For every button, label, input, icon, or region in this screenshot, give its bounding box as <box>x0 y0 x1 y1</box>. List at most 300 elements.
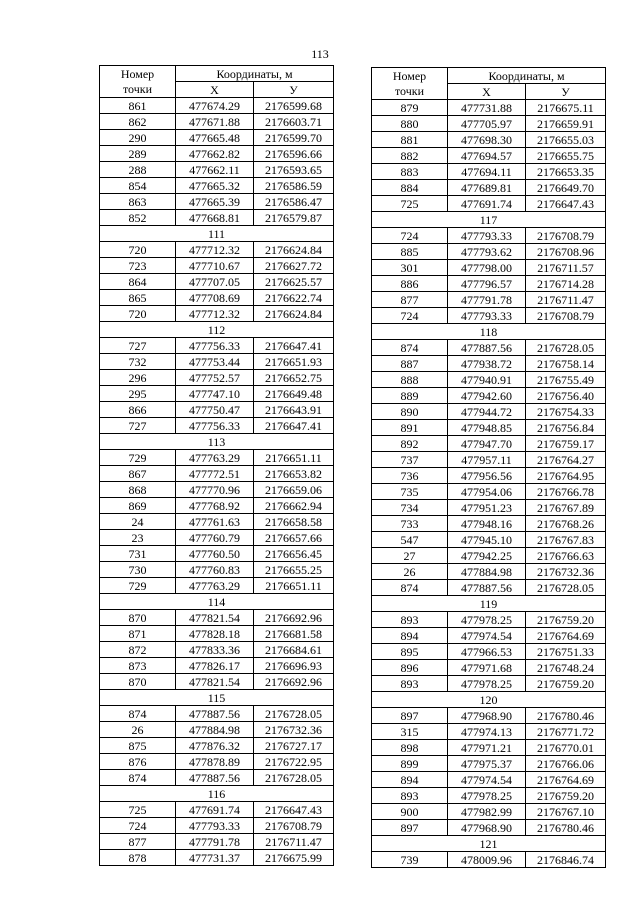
table-row <box>372 612 606 628</box>
x-coordinate: 477761.63 <box>176 514 254 530</box>
table-row <box>100 802 334 818</box>
point-number: 877 <box>372 292 448 308</box>
point-number: 863 <box>100 194 176 210</box>
x-coordinate: 477665.32 <box>176 178 254 194</box>
x-coordinate: 477957.11 <box>448 452 526 468</box>
point-number: 895 <box>372 644 448 660</box>
point-number: 26 <box>372 564 448 580</box>
y-coordinate: 2176655.25 <box>254 562 334 578</box>
point-number: 296 <box>100 370 176 386</box>
table-row <box>372 532 606 548</box>
table-row <box>372 180 606 196</box>
section-number: 121 <box>372 836 606 852</box>
point-number: 734 <box>372 500 448 516</box>
section-number: 120 <box>372 692 606 708</box>
y-coordinate: 2176722.95 <box>254 754 334 770</box>
y-coordinate: 2176675.99 <box>254 850 334 866</box>
page-number: 113 <box>311 47 329 61</box>
table-row <box>372 372 606 388</box>
point-number: 879 <box>372 100 448 116</box>
y-coordinate: 2176599.68 <box>254 98 334 114</box>
x-coordinate: 477978.25 <box>448 788 526 804</box>
point-number: 880 <box>372 116 448 132</box>
point-number: 900 <box>372 804 448 820</box>
point-number: 875 <box>100 738 176 754</box>
y-coordinate: 2176766.06 <box>526 756 606 772</box>
table-row <box>100 754 334 770</box>
table-row <box>100 258 334 274</box>
table-row <box>372 292 606 308</box>
y-coordinate: 2176846.74 <box>526 852 606 868</box>
y-coordinate: 2176647.43 <box>254 802 334 818</box>
point-number: 870 <box>100 610 176 626</box>
y-coordinate: 2176751.33 <box>526 644 606 660</box>
table-row <box>100 354 334 370</box>
table-row <box>372 356 606 372</box>
point-number: 893 <box>372 676 448 692</box>
x-coordinate: 477662.11 <box>176 162 254 178</box>
point-number: 720 <box>100 306 176 322</box>
section-number: 117 <box>372 212 606 228</box>
y-coordinate: 2176764.95 <box>526 468 606 484</box>
x-coordinate: 477674.29 <box>176 98 254 114</box>
x-coordinate: 477884.98 <box>448 564 526 580</box>
point-number: 729 <box>100 578 176 594</box>
table-row <box>100 370 334 386</box>
table-row <box>100 658 334 674</box>
y-coordinate: 2176708.79 <box>526 228 606 244</box>
x-coordinate: 477793.33 <box>176 818 254 834</box>
y-coordinate: 2176711.47 <box>254 834 334 850</box>
point-number: 301 <box>372 260 448 276</box>
y-coordinate: 2176651.11 <box>254 450 334 466</box>
point-number: 866 <box>100 402 176 418</box>
table-row <box>100 706 334 722</box>
table-row <box>372 852 606 868</box>
table-row <box>372 564 606 580</box>
y-coordinate: 2176727.17 <box>254 738 334 754</box>
point-number: 868 <box>100 482 176 498</box>
y-coordinate: 2176755.49 <box>526 372 606 388</box>
table-row <box>372 452 606 468</box>
point-number: 878 <box>100 850 176 866</box>
table-row <box>100 386 334 402</box>
x-header: X <box>448 84 526 100</box>
point-number: 732 <box>100 354 176 370</box>
point-number: 864 <box>100 274 176 290</box>
x-coordinate: 477887.56 <box>176 770 254 786</box>
point-number: 884 <box>372 180 448 196</box>
x-coordinate: 477956.56 <box>448 468 526 484</box>
point-number: 723 <box>100 258 176 274</box>
point-number: 874 <box>372 340 448 356</box>
section-number: 116 <box>100 786 334 802</box>
table-row <box>372 580 606 596</box>
table-row <box>100 402 334 418</box>
y-coordinate: 2176759.17 <box>526 436 606 452</box>
x-coordinate: 477747.10 <box>176 386 254 402</box>
x-coordinate: 477712.32 <box>176 306 254 322</box>
x-coordinate: 477942.25 <box>448 548 526 564</box>
point-number: 885 <box>372 244 448 260</box>
point-number: 896 <box>372 660 448 676</box>
point-number: 724 <box>372 228 448 244</box>
x-coordinate: 477968.90 <box>448 820 526 836</box>
x-coordinate: 477796.57 <box>448 276 526 292</box>
y-coordinate: 2176624.84 <box>254 242 334 258</box>
y-coordinate: 2176649.70 <box>526 180 606 196</box>
x-coordinate: 477878.89 <box>176 754 254 770</box>
y-coordinate: 2176643.91 <box>254 402 334 418</box>
x-coordinate: 477665.39 <box>176 194 254 210</box>
table-row <box>100 674 334 690</box>
x-coordinate: 477691.74 <box>176 802 254 818</box>
x-coordinate: 477940.91 <box>448 372 526 388</box>
point-number: 727 <box>100 338 176 354</box>
x-coordinate: 477974.54 <box>448 772 526 788</box>
point-number: 873 <box>100 658 176 674</box>
y-coordinate: 2176714.28 <box>526 276 606 292</box>
table-row <box>100 450 334 466</box>
y-coordinate: 2176767.10 <box>526 804 606 820</box>
point-number: 731 <box>100 546 176 562</box>
y-coordinate: 2176692.96 <box>254 674 334 690</box>
table-row <box>372 132 606 148</box>
table-row <box>100 194 334 210</box>
table-row <box>372 468 606 484</box>
x-coordinate: 477770.96 <box>176 482 254 498</box>
y-coordinate: 2176675.11 <box>526 100 606 116</box>
point-number: 889 <box>372 388 448 404</box>
table-row <box>100 146 334 162</box>
y-coordinate: 2176771.72 <box>526 724 606 740</box>
y-coordinate: 2176728.05 <box>254 770 334 786</box>
point-number: 870 <box>100 674 176 690</box>
table-row <box>372 148 606 164</box>
x-coordinate: 477668.81 <box>176 210 254 226</box>
section-row <box>372 324 606 340</box>
point-number: 897 <box>372 708 448 724</box>
x-coordinate: 477760.83 <box>176 562 254 578</box>
table-row <box>100 498 334 514</box>
point-number: 881 <box>372 132 448 148</box>
y-coordinate: 2176658.58 <box>254 514 334 530</box>
table-row <box>100 738 334 754</box>
section-row <box>100 434 334 450</box>
table-row <box>372 244 606 260</box>
y-coordinate: 2176653.82 <box>254 466 334 482</box>
point-number: 872 <box>100 642 176 658</box>
point-number: 874 <box>100 770 176 786</box>
y-coordinate: 2176684.61 <box>254 642 334 658</box>
point-number: 852 <box>100 210 176 226</box>
x-coordinate: 477826.17 <box>176 658 254 674</box>
table-row <box>100 306 334 322</box>
x-coordinate: 477662.82 <box>176 146 254 162</box>
table-row <box>100 818 334 834</box>
table-row <box>372 164 606 180</box>
x-coordinate: 477951.23 <box>448 500 526 516</box>
table-row <box>100 114 334 130</box>
x-coordinate: 477772.51 <box>176 466 254 482</box>
section-row <box>372 692 606 708</box>
y-coordinate: 2176756.40 <box>526 388 606 404</box>
section-row <box>100 786 334 802</box>
y-coordinate: 2176711.47 <box>526 292 606 308</box>
point-number: 894 <box>372 628 448 644</box>
y-coordinate: 2176655.75 <box>526 148 606 164</box>
point-number: 729 <box>100 450 176 466</box>
x-coordinate: 477884.98 <box>176 722 254 738</box>
point-number: 882 <box>372 148 448 164</box>
y-coordinate: 2176659.91 <box>526 116 606 132</box>
y-coordinate: 2176770.01 <box>526 740 606 756</box>
table-row <box>372 724 606 740</box>
table-row <box>100 850 334 866</box>
point-number: 877 <box>100 834 176 850</box>
table-row <box>372 548 606 564</box>
y-coordinate: 2176780.46 <box>526 820 606 836</box>
table-row <box>100 770 334 786</box>
y-coordinate: 2176653.35 <box>526 164 606 180</box>
x-coordinate: 477750.47 <box>176 402 254 418</box>
x-coordinate: 478009.96 <box>448 852 526 868</box>
table-row <box>372 404 606 420</box>
x-coordinate: 477876.32 <box>176 738 254 754</box>
x-coordinate: 477705.97 <box>448 116 526 132</box>
y-coordinate: 2176708.79 <box>254 818 334 834</box>
y-coordinate: 2176647.41 <box>254 418 334 434</box>
table-row <box>372 196 606 212</box>
section-number: 113 <box>100 434 334 450</box>
y-coordinate: 2176692.96 <box>254 610 334 626</box>
table-row <box>372 436 606 452</box>
point-number: 874 <box>100 706 176 722</box>
y-coordinate: 2176656.45 <box>254 546 334 562</box>
table-row <box>100 162 334 178</box>
y-coordinate: 2176748.24 <box>526 660 606 676</box>
x-coordinate: 477665.48 <box>176 130 254 146</box>
point-number: 865 <box>100 290 176 306</box>
y-coordinate: 2176764.69 <box>526 628 606 644</box>
point-number: 899 <box>372 756 448 772</box>
y-coordinate: 2176622.74 <box>254 290 334 306</box>
y-coordinate: 2176728.05 <box>254 706 334 722</box>
section-row <box>100 594 334 610</box>
point-number: 737 <box>372 452 448 468</box>
table-row <box>100 722 334 738</box>
point-number: 897 <box>372 820 448 836</box>
section-row <box>372 596 606 612</box>
y-coordinate: 2176586.59 <box>254 178 334 194</box>
point-number: 892 <box>372 436 448 452</box>
point-number: 23 <box>100 530 176 546</box>
section-number: 112 <box>100 322 334 338</box>
y-coordinate: 2176596.66 <box>254 146 334 162</box>
table-row <box>100 210 334 226</box>
table-row <box>100 610 334 626</box>
point-number: 869 <box>100 498 176 514</box>
x-coordinate: 477968.90 <box>448 708 526 724</box>
x-coordinate: 477753.44 <box>176 354 254 370</box>
y-coordinate: 2176681.58 <box>254 626 334 642</box>
point-number: 288 <box>100 162 176 178</box>
y-coordinate: 2176764.69 <box>526 772 606 788</box>
x-coordinate: 477689.81 <box>448 180 526 196</box>
table-row <box>100 562 334 578</box>
x-coordinate: 477974.54 <box>448 628 526 644</box>
point-number: 890 <box>372 404 448 420</box>
y-coordinate: 2176579.87 <box>254 210 334 226</box>
y-coordinate: 2176651.11 <box>254 578 334 594</box>
point-number: 861 <box>100 98 176 114</box>
table-row <box>372 340 606 356</box>
point-number: 887 <box>372 356 448 372</box>
section-number: 111 <box>100 226 334 242</box>
table-row <box>100 514 334 530</box>
table-row <box>100 130 334 146</box>
y-coordinate: 2176647.43 <box>526 196 606 212</box>
table-row <box>100 290 334 306</box>
x-coordinate: 477691.74 <box>448 196 526 212</box>
section-number: 119 <box>372 596 606 612</box>
y-coordinate: 2176599.70 <box>254 130 334 146</box>
table-row <box>100 834 334 850</box>
x-coordinate: 477974.13 <box>448 724 526 740</box>
y-coordinate: 2176759.20 <box>526 676 606 692</box>
x-coordinate: 477694.57 <box>448 148 526 164</box>
point-number: 725 <box>100 802 176 818</box>
point-number: 724 <box>372 308 448 324</box>
table-row <box>372 260 606 276</box>
table-row <box>100 418 334 434</box>
point-number: 315 <box>372 724 448 740</box>
x-coordinate: 477710.67 <box>176 258 254 274</box>
y-coordinate: 2176647.41 <box>254 338 334 354</box>
x-coordinate: 477982.99 <box>448 804 526 820</box>
x-coordinate: 477793.33 <box>448 228 526 244</box>
point-number: 862 <box>100 114 176 130</box>
point-number: 886 <box>372 276 448 292</box>
y-coordinate: 2176732.36 <box>526 564 606 580</box>
x-coordinate: 477966.53 <box>448 644 526 660</box>
point-number: 727 <box>100 418 176 434</box>
table-row <box>372 628 606 644</box>
x-coordinate: 477948.85 <box>448 420 526 436</box>
y-coordinate: 2176767.89 <box>526 500 606 516</box>
table-row <box>372 740 606 756</box>
x-coordinate: 477707.05 <box>176 274 254 290</box>
point-number: 736 <box>372 468 448 484</box>
point-number: 871 <box>100 626 176 642</box>
x-coordinate: 477947.70 <box>448 436 526 452</box>
y-coordinate: 2176627.72 <box>254 258 334 274</box>
y-coordinate: 2176593.65 <box>254 162 334 178</box>
x-coordinate: 477975.37 <box>448 756 526 772</box>
x-coordinate: 477944.72 <box>448 404 526 420</box>
table-row <box>372 788 606 804</box>
coordinates-header: Координаты, м <box>448 68 606 84</box>
table-row <box>372 500 606 516</box>
point-number: 724 <box>100 818 176 834</box>
y-coordinate: 2176754.33 <box>526 404 606 420</box>
y-header: У <box>254 82 334 98</box>
table-row <box>372 100 606 116</box>
y-coordinate: 2176764.27 <box>526 452 606 468</box>
table-row <box>100 546 334 562</box>
section-row <box>100 226 334 242</box>
x-coordinate: 477798.00 <box>448 260 526 276</box>
point-number: 893 <box>372 612 448 628</box>
y-coordinate: 2176708.96 <box>526 244 606 260</box>
x-coordinate: 477948.16 <box>448 516 526 532</box>
y-coordinate: 2176603.71 <box>254 114 334 130</box>
x-coordinate: 477760.79 <box>176 530 254 546</box>
table-row <box>372 484 606 500</box>
point-number: 898 <box>372 740 448 756</box>
point-number: 883 <box>372 164 448 180</box>
table-row <box>100 466 334 482</box>
y-coordinate: 2176768.26 <box>526 516 606 532</box>
table-row <box>372 756 606 772</box>
y-coordinate: 2176728.05 <box>526 580 606 596</box>
x-coordinate: 477698.30 <box>448 132 526 148</box>
y-coordinate: 2176711.57 <box>526 260 606 276</box>
table-row <box>100 98 334 114</box>
y-coordinate: 2176708.79 <box>526 308 606 324</box>
x-coordinate: 477671.88 <box>176 114 254 130</box>
table-row <box>372 804 606 820</box>
table-row <box>100 482 334 498</box>
x-coordinate: 477763.29 <box>176 450 254 466</box>
y-coordinate: 2176586.47 <box>254 194 334 210</box>
section-number: 115 <box>100 690 334 706</box>
y-coordinate: 2176662.94 <box>254 498 334 514</box>
point-number: 733 <box>372 516 448 532</box>
table-row <box>372 276 606 292</box>
section-number: 118 <box>372 324 606 340</box>
x-coordinate: 477731.88 <box>448 100 526 116</box>
point-number: 891 <box>372 420 448 436</box>
table-row <box>372 660 606 676</box>
y-header: У <box>526 84 606 100</box>
y-coordinate: 2176766.63 <box>526 548 606 564</box>
y-coordinate: 2176732.36 <box>254 722 334 738</box>
x-coordinate: 477887.56 <box>448 580 526 596</box>
y-coordinate: 2176625.57 <box>254 274 334 290</box>
table-row <box>100 626 334 642</box>
section-row <box>372 212 606 228</box>
x-coordinate: 477821.54 <box>176 610 254 626</box>
point-number: 735 <box>372 484 448 500</box>
table-row <box>100 578 334 594</box>
y-coordinate: 2176759.20 <box>526 612 606 628</box>
point-number: 867 <box>100 466 176 482</box>
x-coordinate: 477791.78 <box>176 834 254 850</box>
table-row <box>372 772 606 788</box>
y-coordinate: 2176756.84 <box>526 420 606 436</box>
x-coordinate: 477821.54 <box>176 674 254 690</box>
coordinates-table-left <box>99 65 334 866</box>
coordinates-header: Координаты, м <box>176 66 334 82</box>
x-coordinate: 477752.57 <box>176 370 254 386</box>
y-coordinate: 2176649.48 <box>254 386 334 402</box>
point-number: 27 <box>372 548 448 564</box>
x-coordinate: 477793.33 <box>448 308 526 324</box>
x-coordinate: 477828.18 <box>176 626 254 642</box>
x-coordinate: 477708.69 <box>176 290 254 306</box>
table-row <box>372 308 606 324</box>
